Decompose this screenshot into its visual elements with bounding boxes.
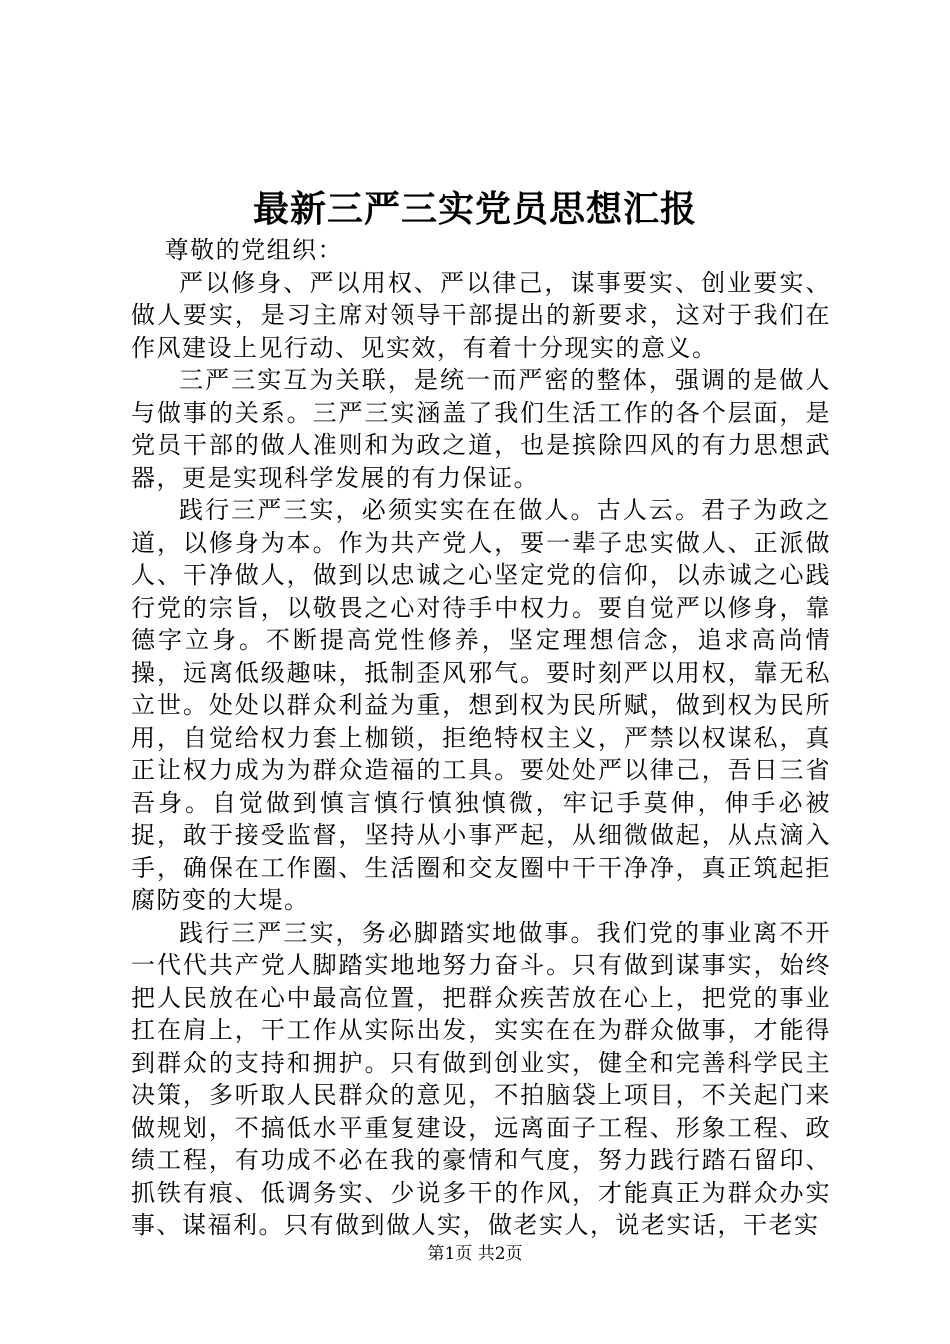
document-title: 最新三严三实党员思想汇报 bbox=[252, 188, 697, 230]
paragraph-3: 践行三严三实，必须实实在在做人。古人云。君子为政之道，以修身为本。作为共产党人，要一辈子忠实做人、正派做人、干净做人，做到以忠诚之心坚定党的信仰，以赤诚之心践行党的宗旨，以敬畏之心对待手中权力。要自觉严以修身，靠德字立身。不断提高党性修养，坚定理想信念，追求高尚情操，远离低级趣味，抵制歪风邪气。要时刻严以用权，靠无私立世。处处以群众利益为重，想到权为民所赋，做到权为民所用，自觉给权力套上枷锁，拒绝特权主义，严禁以权谋私，真正让权力成为为群众造福的工具。要处处严以律己，吾日三省吾身。自觉做到慎言慎行慎独慎微，牢记手莫伸，伸手必被捉，敢于接受监督，坚持从小事严起，从细微做起，从点滴入手，确保在工作圈、生活圈和交友圈中干干净净，真正筑起拒腐防变的大堤。 bbox=[131, 496, 831, 914]
paragraph-2: 三严三实互为关联，是统一而严密的整体，强调的是做人与做事的关系。三严三实涵盖了我们生活工作的各个层面，是党员干部的做人准则和为政之道，也是摈除四风的有力思想武器，更是实现科学发展的有力保证。 bbox=[131, 366, 831, 492]
document-body bbox=[131, 234, 831, 1242]
salutation: 尊敬的党组织： bbox=[164, 236, 344, 264]
paragraph-4: 践行三严三实，务必脚踏实地做事。我们党的事业离不开一代代共产党人脚踏实地地努力奋斗。只有做到谋事实，始终把人民放在心中最高位置，把群众疾苦放在心上，把党的事业扛在肩上，干工作从实际出发，实实在在为群众做事，才能得到群众的支持和拥护。只有做到创业实，健全和完善科学民主决策，多听取人民群众的意见，不拍脑袋上项目，不关起门来做规划，不搞低水平重复建设，远离面子工程、形象工程、政绩工程，有功成不必在我的豪情和气度，努力践行踏石留印、抓铁有痕、低调务实、少说多干的作风，才能真正为群众办实事、谋福利。只有做到做人实，做老实人，说老实话，干老实 bbox=[131, 918, 831, 1239]
page-footer: 第1页 共2页 bbox=[427, 1244, 523, 1264]
paragraph-1: 严以修身、严以用权、严以律己，谋事要实、创业要实、做人要实，是习主席对领导干部提出的新要求，这对于我们在作风建设上见行动、见实效，有着十分现实的意义。 bbox=[131, 268, 831, 362]
